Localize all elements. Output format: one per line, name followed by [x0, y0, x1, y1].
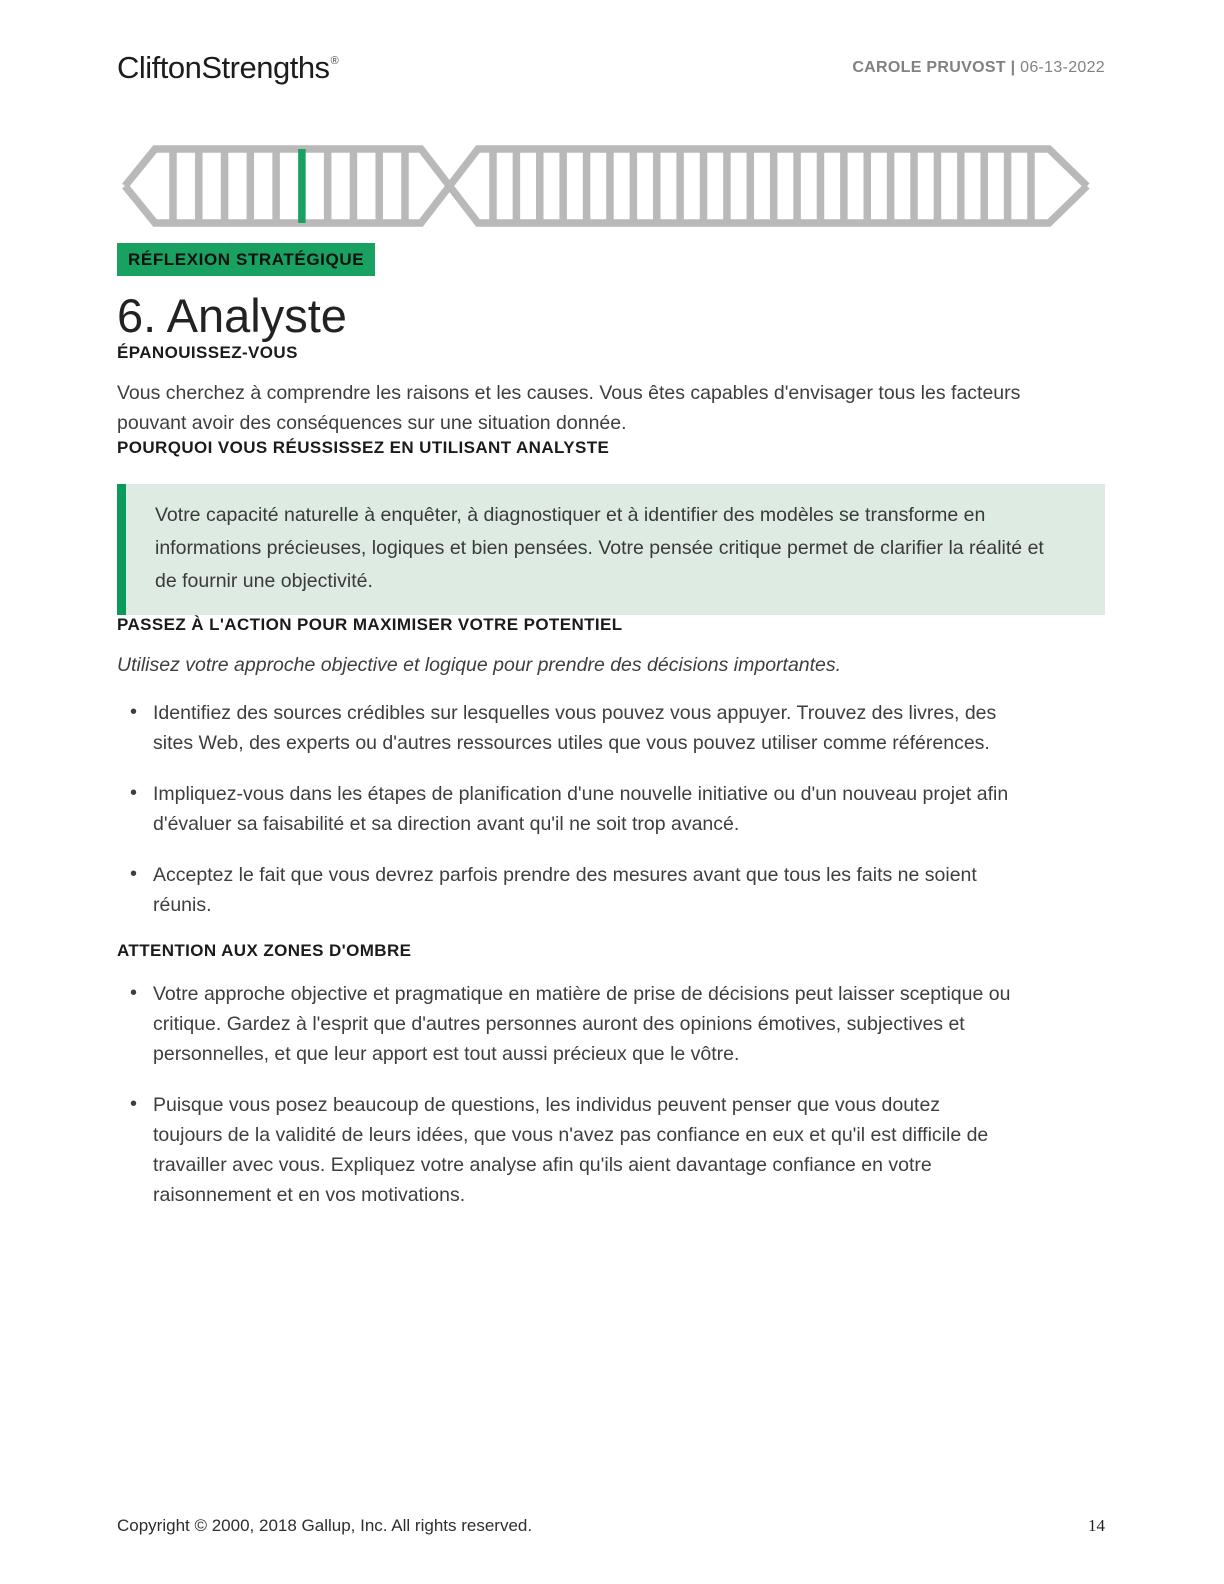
section-heading-succeed: POURQUOI VOUS RÉUSSISSEZ EN UTILISANT ANALYSTE [117, 438, 610, 457]
dna-strand-graphic [117, 143, 1105, 229]
logo-text: CliftonStrengths [117, 50, 330, 85]
section-heading-blindspots: ATTENTION AUX ZONES D'OMBRE [117, 941, 412, 960]
theme-title: 6. Analyste [117, 289, 347, 342]
section-succeed [117, 438, 1105, 615]
section-heading-action: PASSEZ À L'ACTION POUR MAXIMISER VOTRE POTENTIEL [117, 615, 623, 634]
header-meta [852, 59, 1105, 77]
section-thrive [117, 343, 1105, 438]
blindspots-bullet-list [117, 979, 1105, 1210]
thrive-paragraph: Vous cherchez à comprendre les raisons et les causes. Vous êtes capables d'envisager tous les facteurs pouvant avoir des conséquences sur une situation donnée. [117, 382, 1021, 434]
action-bullet-list [117, 698, 1105, 920]
succeed-callout-box [117, 484, 1105, 615]
user-name: CAROLE PRUVOST | [852, 59, 1016, 76]
registered-trademark-icon: ® [330, 55, 339, 67]
dna-strand-svg [121, 143, 1091, 229]
page-header [0, 0, 1224, 86]
succeed-callout-text: Votre capacité naturelle à enquêter, à diagnostiquer et à identifier des modèles se transforme en informations précieuses, logiques et bien pensées. Votre pensée critique permet de clarifier la réalité et de fournir une objectivité. [155, 504, 1044, 592]
action-bullet-item: • Identifiez des sources crédibles sur lesquelles vous pouvez vous appuyer. Trouvez des livres, des sites Web, des experts ou d'autres ressources utiles que vous pouvez utiliser comme références. [117, 698, 1012, 758]
page-number: 14 [1088, 1516, 1105, 1535]
action-bullet-item: • Impliquez-vous dans les étapes de planification d'une nouvelle initiative ou d'un nouveau projet afin d'évaluer sa faisabilité et sa direction avant qu'il ne soit trop avancé. [117, 779, 1012, 839]
cliftonstrengths-logo [117, 50, 338, 86]
separator-pipe: | [1010, 59, 1016, 76]
action-bullet-item: • Acceptez le fait que vous devrez parfois prendre des mesures avant que tous les faits ne soient réunis. [117, 860, 1012, 920]
copyright-text: Copyright © 2000, 2018 Gallup, Inc. All rights reserved. [117, 1516, 533, 1535]
action-intro: Utilisez votre approche objective et logique pour prendre des décisions importantes. [117, 654, 842, 676]
section-action [117, 615, 1105, 920]
blindspot-bullet-item: • Puisque vous posez beaucoup de questions, les individus peuvent penser que vous doutez toujours de la validité de leurs idées, que vous n'avez pas confiance en eux et qu'il est difficile de travailler avec vous. Expliquez votre analyse afin qu'ils aient davantage confiance en votre raisonnement et en vos motivations. [117, 1090, 1012, 1210]
section-heading-thrive: ÉPANOUISSEZ-VOUS [117, 343, 298, 362]
page-footer [117, 1516, 1105, 1536]
blindspot-bullet-item: • Votre approche objective et pragmatique en matière de prise de décisions peut laisser sceptique ou critique. Gardez à l'esprit que d'autres personnes auront des opinions émotives, subjectives et personnelles, et que leur apport est tout aussi précieux que le vôtre. [117, 979, 1012, 1069]
section-blindspots [117, 941, 1105, 1210]
report-date: 06-13-2022 [1020, 59, 1105, 76]
domain-badge: RÉFLEXION STRATÉGIQUE [117, 243, 375, 276]
